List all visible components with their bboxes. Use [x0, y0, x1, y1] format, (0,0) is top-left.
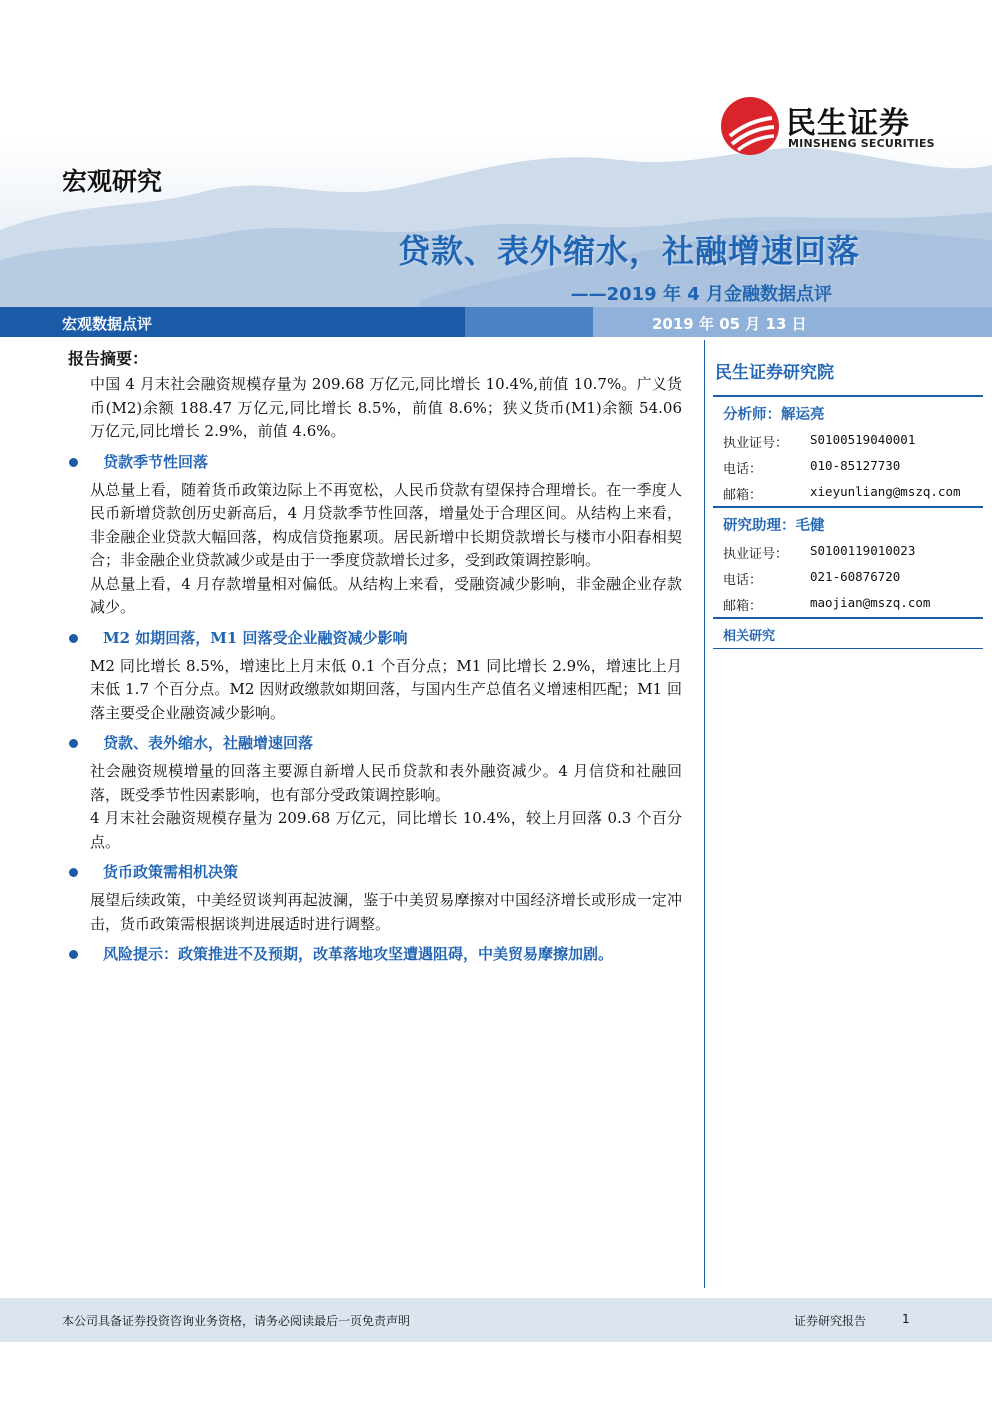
section-paragraph: M2 同比增长 8.5%，增速比上月末低 0.1 个百分点；M1 同比增长 2.9%，增速比上月末低 1.7 个百分点。M2 因财政缴款如期回落，与国内生产总值名义增速相匹配；M1 回落主要受企业融资减少影响。: [90, 656, 682, 722]
assistant-email-row: [713, 591, 983, 617]
analyst-phone-row: [713, 454, 983, 480]
section-heading: [62, 451, 682, 473]
field-label: 执业证号：: [723, 436, 789, 451]
company-logo: [720, 96, 950, 156]
field-label: 邮箱：: [723, 599, 763, 614]
section-paragraph: 4 月末社会融资规模存量为 209.68 万亿元，同比增长 10.4%，较上月回落 0.3 个百分点。: [90, 809, 682, 851]
field-value: 010-85127730: [810, 458, 901, 473]
field-label: 电话：: [723, 462, 763, 477]
summary-intro: 中国 4 月末社会融资规模存量为 209.68 万亿元,同比增长 10.4%,前值 10.7%。广义货币(M2)余额 188.47 万亿元,同比增长 8.5%，前值 8.6%；狭义货币(M1)余额 54.06 万亿元,同比增长 2.9%，前值 4.6%。: [90, 375, 682, 440]
report-summary: [62, 346, 682, 971]
bullet-dot-icon: [69, 868, 78, 877]
band-segment-mid: [465, 307, 593, 337]
risk-warning: [62, 943, 682, 965]
assistant-license-row: [713, 539, 983, 565]
report-title: 贷款、表外缩水，社融增速回落: [397, 232, 860, 270]
field-label: 邮箱：: [723, 488, 763, 503]
section-title: 贷款季节性回落: [103, 452, 209, 471]
section-title: 贷款、表外缩水，社融增速回落: [103, 734, 314, 752]
bullet-dot-icon: [69, 458, 78, 467]
analyst-heading: 分析师：解运亮: [713, 395, 983, 428]
footer-disclaimer: 本公司具备证券投资咨询业务资格，请务必阅读最后一页免责声明: [62, 1314, 411, 1328]
logo-mark-icon: [720, 96, 780, 156]
info-band: [0, 307, 992, 337]
page-number: 1: [902, 1312, 910, 1326]
analyst-license-row: [713, 428, 983, 454]
section-heading: [62, 627, 682, 649]
bullet-dot-icon: [69, 739, 78, 748]
field-value: 021-60876720: [810, 569, 901, 584]
section-title: 货币政策需相机决策: [103, 863, 239, 881]
bullet-dot-icon: [69, 950, 78, 959]
assistant-phone-row: [713, 565, 983, 591]
logo-chinese-name: 民生证券: [786, 106, 910, 141]
logo-english-name: MINSHENG SECURITIES: [788, 137, 935, 150]
section-heading: [62, 861, 682, 883]
section-paragraph: 从总量上看，4 月存款增量相对偏低。从结构上来看，受融资减少影响，非金融企业存款减少。: [90, 574, 682, 616]
analyst-email-row: [713, 480, 983, 506]
section-paragraph: 从总量上看，随着货币政策边际上不再宽松，人民币贷款有望保持合理增长。在一季度人民币新增贷款创历史新高后，4 月贷款季节性回落，增量处于合理区间。从结构上来看，非金融企业贷款大幅回落，构成信贷拖累项。居民新增中长期贷款增长与楼市小阳春相契合；非金融企业贷款减少或是由于一季度贷款增长过多，受到政策调控影响。: [90, 480, 682, 569]
band-report-date: 2019 年 05 月 13 日: [652, 315, 807, 333]
assistant-email-link[interactable]: maojian@mszq.com: [810, 595, 931, 610]
section-heading: [62, 732, 682, 754]
footer-doc-type: 证券研究报告: [794, 1314, 867, 1328]
field-label: 电话：: [723, 573, 763, 588]
column-divider: [704, 340, 705, 1288]
section-paragraph: 展望后续政策，中美经贸谈判再起波澜，鉴于中美贸易摩擦对中国经济增长或形成一定冲击，货币政策需根据谈判进展适时进行调整。: [90, 891, 682, 933]
page-footer: [0, 1298, 992, 1342]
section-title: M2 如期回落，M1 回落受企业融资减少影响: [103, 628, 408, 647]
analyst-email-link[interactable]: xieyunliang@mszq.com: [810, 484, 961, 499]
report-category: 宏观研究: [62, 167, 163, 196]
assistant-heading: 研究助理：毛健: [713, 506, 983, 539]
section-paragraph: 社会融资规模增量的回落主要源自新增人民币贷款和表外融资减少。4 月信贷和社融回落，既受季节性因素影响，也有部分受政策调控影响。: [90, 762, 682, 804]
field-value: S0100119010023: [810, 543, 916, 558]
risk-warning-text: 风险提示：政策推进不及预期，改革落地攻坚遭遇阻碍，中美贸易摩擦加剧。: [103, 945, 614, 963]
research-institute: 民生证券研究院: [715, 363, 834, 383]
summary-heading: 报告摘要：: [68, 349, 149, 368]
band-report-type: 宏观数据点评: [62, 315, 153, 333]
analyst-sidebar: [713, 358, 983, 649]
field-label: 执业证号：: [723, 547, 789, 562]
related-research-heading: 相关研究: [713, 617, 983, 649]
bullet-dot-icon: [69, 634, 78, 643]
report-subtitle: ——2019 年 4 月金融数据点评: [570, 284, 832, 305]
field-value: S0100519040001: [810, 432, 916, 447]
